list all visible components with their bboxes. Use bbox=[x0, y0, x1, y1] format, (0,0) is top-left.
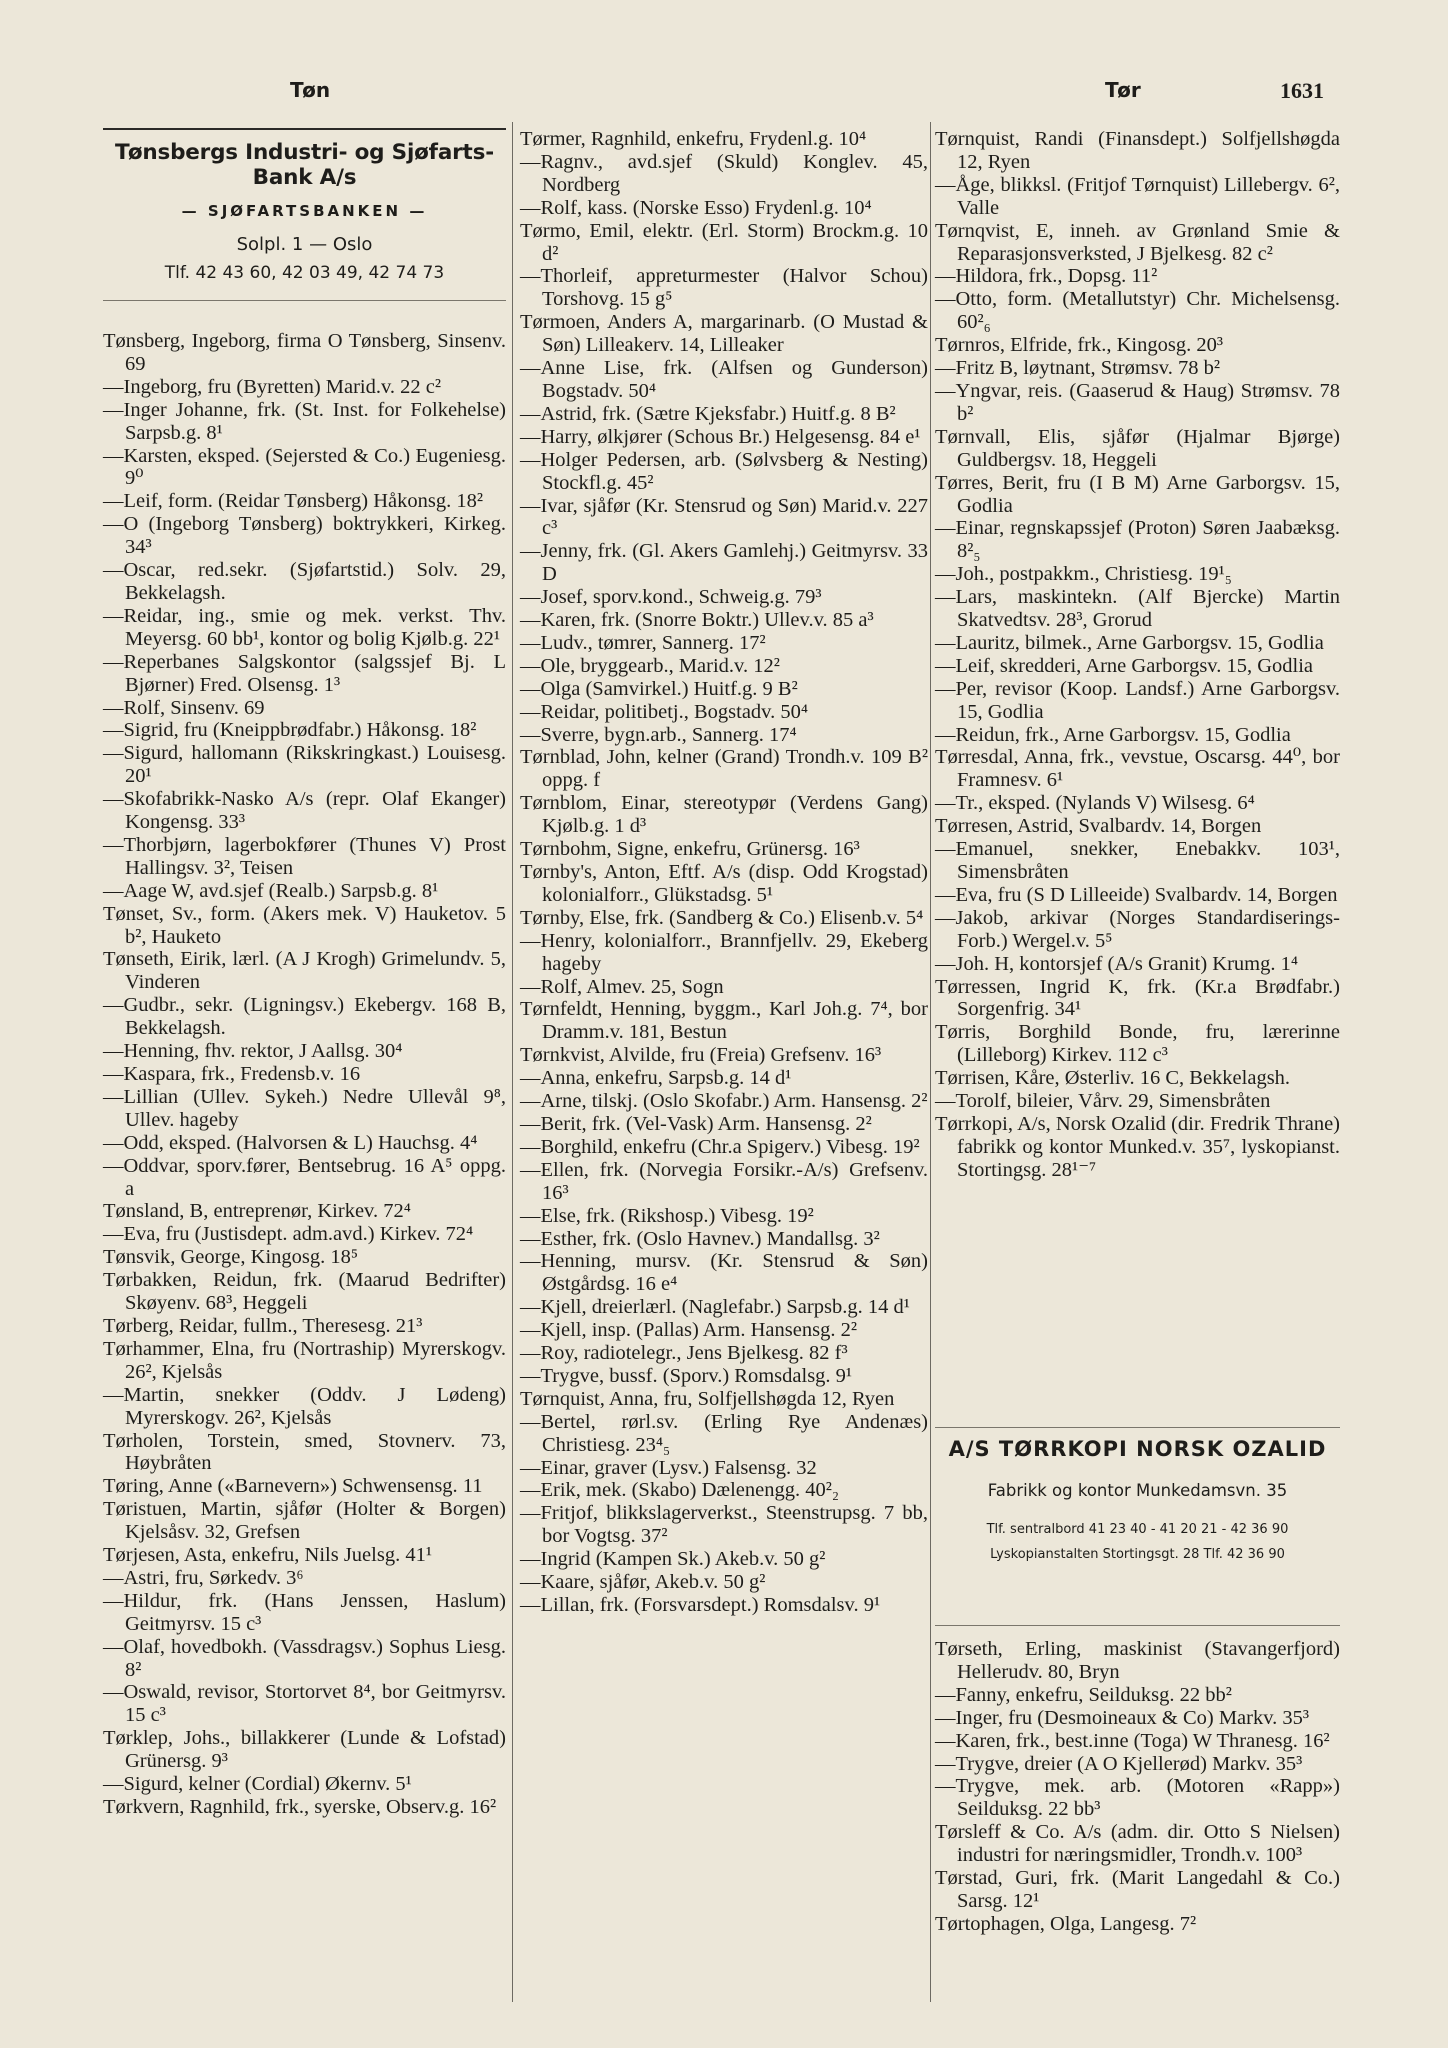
directory-entry: —Oscar, red.sekr. (Sjøfartstid.) Solv. 29, Bekkelagsh. bbox=[103, 559, 506, 604]
ad-divider bbox=[103, 300, 506, 301]
running-head-right: Tør bbox=[1105, 78, 1141, 102]
directory-entry: —Henry, kolonialforr., Brannfjellv. 29, Ekeberg hageby bbox=[520, 929, 928, 975]
directory-entry: —Borghild, enkefru (Chr.a Spigerv.) Vibesg. 19² bbox=[520, 1135, 920, 1158]
directory-entry: —Skofabrikk-Nasko A/s (repr. Olaf Ekanger) Kongensg. 33³ bbox=[103, 788, 506, 834]
directory-entry: —Reidar, politibetj., Bogstadv. 50⁴ bbox=[520, 700, 808, 723]
directory-entry: Tørrisen, Kåre, Østerliv. 16 C, Bekkelagsh. bbox=[935, 1067, 1291, 1090]
top-rule bbox=[103, 128, 506, 130]
directory-entry: —Berit, frk. (Vel-Vask) Arm. Hansensg. 2² bbox=[520, 1112, 872, 1135]
directory-entry: —Henning, mursv. (Kr. Stensrud & Søn) Østgårdsg. 16 e⁴ bbox=[520, 1250, 928, 1296]
directory-entry: —Holger Pedersen, arb. (Sølvsberg & Nesting) Stockfl.g. 45² bbox=[520, 448, 928, 494]
directory-entry: —Anne Lise, frk. (Alfsen og Gunderson) Bogstadv. 50⁴ bbox=[520, 357, 928, 402]
directory-entry: —Fritz B, løytnant, Strømsv. 78 b² bbox=[935, 357, 1220, 380]
directory-entry: Tørbakken, Reidun, frk. (Maarud Bedrifter) Skøyenv. 68³, Heggeli bbox=[103, 1269, 506, 1315]
directory-entry: —Reidar, ing., smie og mek. verkst. Thv. Meyersg. 60 bb¹, kontor og bolig Kjølb.g. 22¹ bbox=[103, 604, 506, 650]
directory-entry: —Esther, frk. (Oslo Havnev.) Mandallsg. 3² bbox=[520, 1227, 880, 1250]
running-head-left: Tøn bbox=[290, 78, 331, 102]
directory-entry: —Ingeborg, fru (Byretten) Marid.v. 22 c² bbox=[103, 375, 442, 398]
directory-entry: —Sverre, bygn.arb., Sannerg. 17⁴ bbox=[520, 723, 797, 746]
directory-entry: Tørressen, Ingrid K, frk. (Kr.a Brødfabr.) Sorgenfrig. 34¹ bbox=[935, 975, 1340, 1021]
directory-entry: —Kaspara, frk., Fredensb.v. 16 bbox=[103, 1063, 361, 1085]
directory-entry: Tørhammer, Elna, fru (Nortraship) Myrerskogv. 26², Kjelsås bbox=[103, 1337, 506, 1383]
ad-ozalid-name: A/S TØRRKOPI NORSK OZALID bbox=[948, 1437, 1327, 1461]
directory-entry: —Rolf, Almev. 25, Sogn bbox=[520, 975, 724, 998]
directory-entry: Tønsberg, Ingeborg, firma O Tønsberg, Sinsenv. 69 bbox=[103, 330, 506, 375]
directory-entry: Tørmoen, Anders A, margarinarb. (O Mustad & Søn) Lilleakerv. 14, Lilleaker bbox=[520, 311, 928, 357]
directory-entry: Tørris, Borghild Bonde, fru, lærerinne (Lilleborg) Kirkev. 112 c³ bbox=[935, 1021, 1340, 1067]
directory-entry: —Åge, blikksl. (Fritjof Tørnquist) Lillebergv. 6², Valle bbox=[935, 173, 1340, 219]
directory-entry: —Torolf, bileier, Vårv. 29, Simensbråten bbox=[935, 1090, 1271, 1113]
directory-entry: —Henning, fhv. rektor, J Aallsg. 30⁴ bbox=[103, 1040, 403, 1063]
directory-entry: Tønsland, B, entreprenør, Kirkev. 72⁴ bbox=[103, 1200, 411, 1223]
directory-entry: Tørresen, Astrid, Svalbardv. 14, Borgen bbox=[935, 815, 1262, 838]
directory-entry: —Karen, frk. (Snorre Boktr.) Ullev.v. 85 a³ bbox=[520, 609, 874, 632]
directory-entry: —Karsten, eksped. (Sejersted & Co.) Eugeniesg. 9⁰ bbox=[103, 444, 506, 490]
directory-entry: —Rolf, kass. (Norske Esso) Frydenl.g. 10⁴ bbox=[520, 196, 872, 219]
directory-entry: —Roy, radiotelegr., Jens Bjelkesg. 82 f³ bbox=[520, 1342, 848, 1365]
ad-bank-name: Tønsbergs Industri- og Sjøfarts-Bank A/s bbox=[115, 140, 494, 190]
ad-bank-address: Solpl. 1 — Oslo bbox=[236, 234, 373, 255]
directory-entry: —Reidun, frk., Arne Garborgsv. 15, Godlia bbox=[935, 723, 1291, 746]
directory-entry: Tørklep, Johs., billakkerer (Lunde & Lofstad) Grünersg. 9³ bbox=[103, 1727, 506, 1773]
ad2-bottom-rule bbox=[935, 1625, 1340, 1626]
bank-advertisement bbox=[103, 140, 506, 283]
directory-entry: Tøristuen, Martin, sjåfør (Holter & Borgen) Kjelsåsv. 32, Grefsen bbox=[103, 1498, 506, 1544]
directory-entry: —Oddvar, sporv.fører, Bentsebrug. 16 A⁵ oppg. a bbox=[103, 1154, 506, 1200]
directory-entry: Tørmer, Ragnhild, enkefru, Frydenl.g. 10⁴ bbox=[520, 128, 867, 150]
directory-entry: —Fritjof, blikkslagerverkst., Steenstrupsg. 7 bb, bor Vogtsg. 37² bbox=[520, 1502, 928, 1548]
directory-entry: —Eva, fru (S D Lilleeide) Svalbardv. 14, Borgen bbox=[935, 883, 1338, 906]
directory-entry: —Ragnv., avd.sjef (Skuld) Konglev. 45, Nordberg bbox=[520, 150, 928, 196]
directory-entry: —Per, revisor (Koop. Landsf.) Arne Garborgsv. 15, Godlia bbox=[935, 677, 1340, 723]
directory-entry: —Einar, graver (Lysv.) Falsensg. 32 bbox=[520, 1456, 817, 1479]
directory-entry: Tørjesen, Asta, enkefru, Nils Juelsg. 41¹ bbox=[103, 1544, 432, 1567]
directory-entry: Tørsleff & Co. A/s (adm. dir. Otto S Nielsen) industri for næringsmidler, Trondh.v. 100³ bbox=[935, 1821, 1340, 1867]
directory-entry: Tørberg, Reidar, fullm., Theresesg. 21³ bbox=[103, 1314, 423, 1337]
directory-entry: Tørnby, Else, frk. (Sandberg & Co.) Elisenb.v. 5⁴ bbox=[520, 906, 924, 929]
directory-entry: —Joh. H, kontorsjef (A/s Granit) Krumg. 1⁴ bbox=[935, 952, 1299, 975]
directory-entry: Tørres, Berit, fru (I B M) Arne Garborgsv. 15, Godlia bbox=[935, 471, 1340, 517]
directory-entry: —Leif, skredderi, Arne Garborgsv. 15, Godlia bbox=[935, 654, 1314, 677]
directory-entry: Tørnvall, Elis, sjåfør (Hjalmar Bjørge) Guldbergsv. 18, Heggeli bbox=[935, 425, 1340, 471]
directory-entry: Tønseth, Eirik, lærl. (A J Krogh) Grimelundv. 5, Vinderen bbox=[103, 948, 506, 994]
directory-entry: Tøring, Anne («Barnevern») Schwensensg. 11 bbox=[103, 1475, 483, 1498]
directory-entry: —Trygve, bussf. (Sporv.) Romsdalsg. 9¹ bbox=[520, 1364, 853, 1387]
directory-entry: —Hildur, frk. (Hans Jenssen, Haslum) Geitmyrsv. 15 c³ bbox=[103, 1589, 506, 1635]
directory-entry: Tørstad, Guri, frk. (Marit Langedahl & Co.) Sarsg. 12¹ bbox=[935, 1867, 1340, 1912]
column-1 bbox=[103, 330, 506, 1819]
column-2 bbox=[520, 128, 928, 1617]
directory-entry: Tørnblom, Einar, stereotypør (Verdens Gang) Kjølb.g. 1 d³ bbox=[520, 792, 928, 838]
column-rule-1 bbox=[512, 122, 513, 2002]
directory-entry: —Thorleif, appreturmester (Halvor Schou) Torshovg. 15 g⁵ bbox=[520, 265, 928, 311]
ad-bank-phones: Tlf. 42 43 60, 42 03 49, 42 74 73 bbox=[164, 263, 445, 283]
directory-entry: —Ludv., tømrer, Sannerg. 17² bbox=[520, 631, 766, 654]
directory-entry: —Oswald, revisor, Stortorvet 8⁴, bor Geitmyrsv. 15 c³ bbox=[103, 1681, 506, 1727]
column-3 bbox=[935, 128, 1340, 1182]
directory-entry: —Sigrid, fru (Kneippbrødfabr.) Håkonsg. 18² bbox=[103, 719, 477, 742]
directory-entry: —Hildora, frk., Dopsg. 11² bbox=[935, 265, 1158, 288]
directory-entry: Tørkvern, Ragnhild, frk., syerske, Observ.g. 16² bbox=[103, 1796, 497, 1818]
column-rule-2 bbox=[930, 122, 931, 2002]
ad2-top-rule bbox=[935, 1427, 1340, 1428]
directory-entry: —Lauritz, bilmek., Arne Garborgsv. 15, Godlia bbox=[935, 631, 1324, 654]
directory-entry: —Kjell, insp. (Pallas) Arm. Hansensg. 2² bbox=[520, 1319, 857, 1342]
directory-entry: —Thorbjørn, lagerbokfører (Thunes V) Prost Hallingsv. 3², Teisen bbox=[103, 833, 506, 879]
directory-entry: —Odd, eksped. (Halvorsen & L) Hauchsg. 4⁴ bbox=[103, 1131, 478, 1154]
directory-entry: —Karen, frk., best.inne (Toga) W Thranesg. 16² bbox=[935, 1729, 1330, 1752]
directory-entry: —Else, frk. (Rikshosp.) Vibesg. 19² bbox=[520, 1204, 814, 1227]
directory-entry: —Ellen, frk. (Norvegia Forsikr.-A/s) Grefsenv. 16³ bbox=[520, 1158, 928, 1204]
directory-entry: —Inger, fru (Desmoineaux & Co) Markv. 35³ bbox=[935, 1706, 1310, 1729]
directory-entry: —Gudbr., sekr. (Ligningsv.) Ekebergv. 168 B, Bekkelagsh. bbox=[103, 994, 506, 1040]
directory-entry: —Anna, enkefru, Sarpsb.g. 14 d¹ bbox=[520, 1067, 792, 1090]
directory-entry: Tørnqvist, E, inneh. av Grønland Smie & Reparasjonsverksted, J Bjelkesg. 82 c² bbox=[935, 219, 1340, 265]
directory-entry: —Harry, ølkjører (Schous Br.) Helgesensg. 84 e¹ bbox=[520, 425, 921, 448]
directory-entry: Tørnby's, Anton, Eftf. A/s (disp. Odd Krogstad) kolonialforr., Glükstadsg. 5¹ bbox=[520, 861, 928, 906]
directory-entry: —Kjell, dreierlærl. (Naglefabr.) Sarpsb.g. 14 d¹ bbox=[520, 1296, 910, 1319]
directory-entry: Tørresdal, Anna, frk., vevstue, Oscarsg. 44⁰, bor Framnesv. 6¹ bbox=[935, 746, 1340, 792]
directory-entry: —Bertel, rørl.sv. (Erling Rye Andenæs) Christiesg. 23⁴₅ bbox=[520, 1410, 928, 1456]
directory-entry: —Lillian (Ullev. Sykeh.) Nedre Ullevål 9⁸, Ullev. hageby bbox=[103, 1085, 506, 1131]
directory-entry: —Ingrid (Kampen Sk.) Akeb.v. 50 g² bbox=[520, 1548, 826, 1571]
directory-entry: —Olga (Samvirkel.) Huitf.g. 9 B² bbox=[520, 677, 798, 700]
directory-entry: Tørnbohm, Signe, enkefru, Grünersg. 16³ bbox=[520, 838, 860, 861]
directory-entry: Tørnquist, Randi (Finansdept.) Solfjellshøgda 12, Ryen bbox=[935, 128, 1340, 173]
directory-entry: —Trygve, mek. arb. (Motoren «Rapp») Seilduksg. 22 bb³ bbox=[935, 1775, 1340, 1821]
directory-entry: Tørtophagen, Olga, Langesg. 7² bbox=[935, 1912, 1197, 1935]
directory-entry: —Lars, maskintekn. (Alf Bjercke) Martin Skatvedtsv. 28³, Grorud bbox=[935, 586, 1340, 632]
directory-entry: —Otto, form. (Metallutstyr) Chr. Michelsensg. 60²₆ bbox=[935, 288, 1340, 334]
directory-entry: —Rolf, Sinsenv. 69 bbox=[103, 696, 265, 719]
directory-entry: Tønset, Sv., form. (Akers mek. V) Hauketov. 5 b², Hauketo bbox=[103, 902, 506, 948]
page-number: 1631 bbox=[1280, 78, 1324, 103]
directory-entry: —Ole, bryggearb., Marid.v. 12² bbox=[520, 654, 780, 677]
directory-entry: —Sigurd, hallomann (Rikskringkast.) Louisesg. 20¹ bbox=[103, 742, 506, 788]
directory-entry: —Olaf, hovedbokh. (Vassdragsv.) Sophus Liesg. 8² bbox=[103, 1635, 506, 1681]
ad-bank-subtitle: — SJØFARTSBANKEN — bbox=[181, 202, 428, 220]
directory-entry: Tønsvik, George, Kingosg. 18⁵ bbox=[103, 1246, 359, 1269]
ad-ozalid-lyskopi: Lyskopianstalten Stortingsgt. 28 Tlf. 42 36 90 bbox=[990, 1547, 1285, 1562]
directory-entry: —O (Ingeborg Tønsberg) boktrykkeri, Kirkeg. 34³ bbox=[103, 513, 506, 559]
directory-entry: —Sigurd, kelner (Cordial) Økernv. 5¹ bbox=[103, 1773, 412, 1796]
ad-ozalid-phones: Tlf. sentralbord 41 23 40 - 41 20 21 - 42 36 90 bbox=[986, 1522, 1289, 1537]
directory-entry: —Josef, sporv.kond., Schweig.g. 79³ bbox=[520, 586, 822, 609]
directory-entry: —Fanny, enkefru, Seilduksg. 22 bb² bbox=[935, 1683, 1232, 1706]
directory-entry: —Lillan, frk. (Forsvarsdept.) Romsdalsv. 9¹ bbox=[520, 1594, 881, 1616]
directory-entry: —Joh., postpakkm., Christiesg. 19¹₅ bbox=[935, 563, 1232, 586]
directory-entry: Tørseth, Erling, maskinist (Stavangerfjord) Hellerudv. 80, Bryn bbox=[935, 1638, 1340, 1683]
ozalid-advertisement bbox=[935, 1437, 1340, 1562]
directory-entry: Tørholen, Torstein, smed, Stovnerv. 73, Høybråten bbox=[103, 1429, 506, 1475]
directory-entry: —Jakob, arkivar (Norges Standardiserings-Forb.) Wergel.v. 5⁵ bbox=[935, 906, 1340, 952]
directory-entry: —Inger Johanne, frk. (St. Inst. for Folkehelse) Sarpsb.g. 8¹ bbox=[103, 398, 506, 444]
directory-entry: Tørnquist, Anna, fru, Solfjellshøgda 12, Ryen bbox=[520, 1387, 895, 1410]
directory-entry: —Yngvar, reis. (Gaaserud & Haug) Strømsv. 78 b² bbox=[935, 379, 1340, 425]
directory-entry: —Emanuel, snekker, Enebakkv. 103¹, Simensbråten bbox=[935, 838, 1340, 883]
directory-entry: Tørnros, Elfride, frk., Kingosg. 20³ bbox=[935, 334, 1223, 357]
ad-ozalid-address: Fabrikk og kontor Munkedamsvn. 35 bbox=[987, 1481, 1288, 1500]
directory-entry: —Tr., eksped. (Nylands V) Wilsesg. 6⁴ bbox=[935, 792, 1255, 815]
directory-entry: Tørnblad, John, kelner (Grand) Trondh.v. 109 B² oppg. f bbox=[520, 746, 928, 792]
directory-entry: —Reperbanes Salgskontor (salgssjef Bj. L Bjørner) Fred. Olsensg. 1³ bbox=[103, 650, 506, 696]
directory-entry: —Martin, snekker (Oddv. J Lødeng) Myrerskogv. 26², Kjelsås bbox=[103, 1383, 506, 1429]
directory-entry: Tørnkvist, Alvilde, fru (Freia) Grefsenv. 16³ bbox=[520, 1044, 882, 1067]
directory-entry: —Astrid, frk. (Sætre Kjeksfabr.) Huitf.g. 8 B² bbox=[520, 402, 896, 425]
directory-entry: Tørmo, Emil, elektr. (Erl. Storm) Brockm.g. 10 d² bbox=[520, 219, 928, 265]
directory-entry: —Ivar, sjåfør (Kr. Stensrud og Søn) Marid.v. 227 c³ bbox=[520, 494, 928, 540]
directory-entry: —Jenny, frk. (Gl. Akers Gamlehj.) Geitmyrsv. 33 D bbox=[520, 540, 928, 586]
directory-entry: —Kaare, sjåfør, Akeb.v. 50 g² bbox=[520, 1571, 766, 1594]
column-3-continued bbox=[935, 1638, 1340, 1936]
directory-entry: —Aage W, avd.sjef (Realb.) Sarpsb.g. 8¹ bbox=[103, 879, 439, 902]
directory-entry: —Trygve, dreier (A O Kjellerød) Markv. 35³ bbox=[935, 1752, 1303, 1775]
directory-entry: Tørnfeldt, Henning, byggm., Karl Joh.g. 7⁴, bor Dramm.v. 181, Bestun bbox=[520, 998, 928, 1044]
directory-entry: —Arne, tilskj. (Oslo Skofabr.) Arm. Hansensg. 2² bbox=[520, 1090, 928, 1113]
directory-entry: —Erik, mek. (Skabo) Dælenengg. 40²₂ bbox=[520, 1479, 840, 1502]
directory-entry: —Eva, fru (Justisdept. adm.avd.) Kirkev. 72⁴ bbox=[103, 1223, 474, 1246]
directory-entry: Tørrkopi, A/s, Norsk Ozalid (dir. Fredrik Thrane) fabrikk og kontor Munked.v. 35⁷, lyskopianst. Stortingsg. 28¹⁻⁷ bbox=[935, 1112, 1340, 1181]
directory-entry: —Einar, regnskapssjef (Proton) Søren Jaabæksg. 8²₅ bbox=[935, 517, 1340, 563]
directory-entry: —Astri, fru, Sørkedv. 3⁶ bbox=[103, 1566, 304, 1589]
directory-entry: —Leif, form. (Reidar Tønsberg) Håkonsg. 18² bbox=[103, 490, 484, 513]
